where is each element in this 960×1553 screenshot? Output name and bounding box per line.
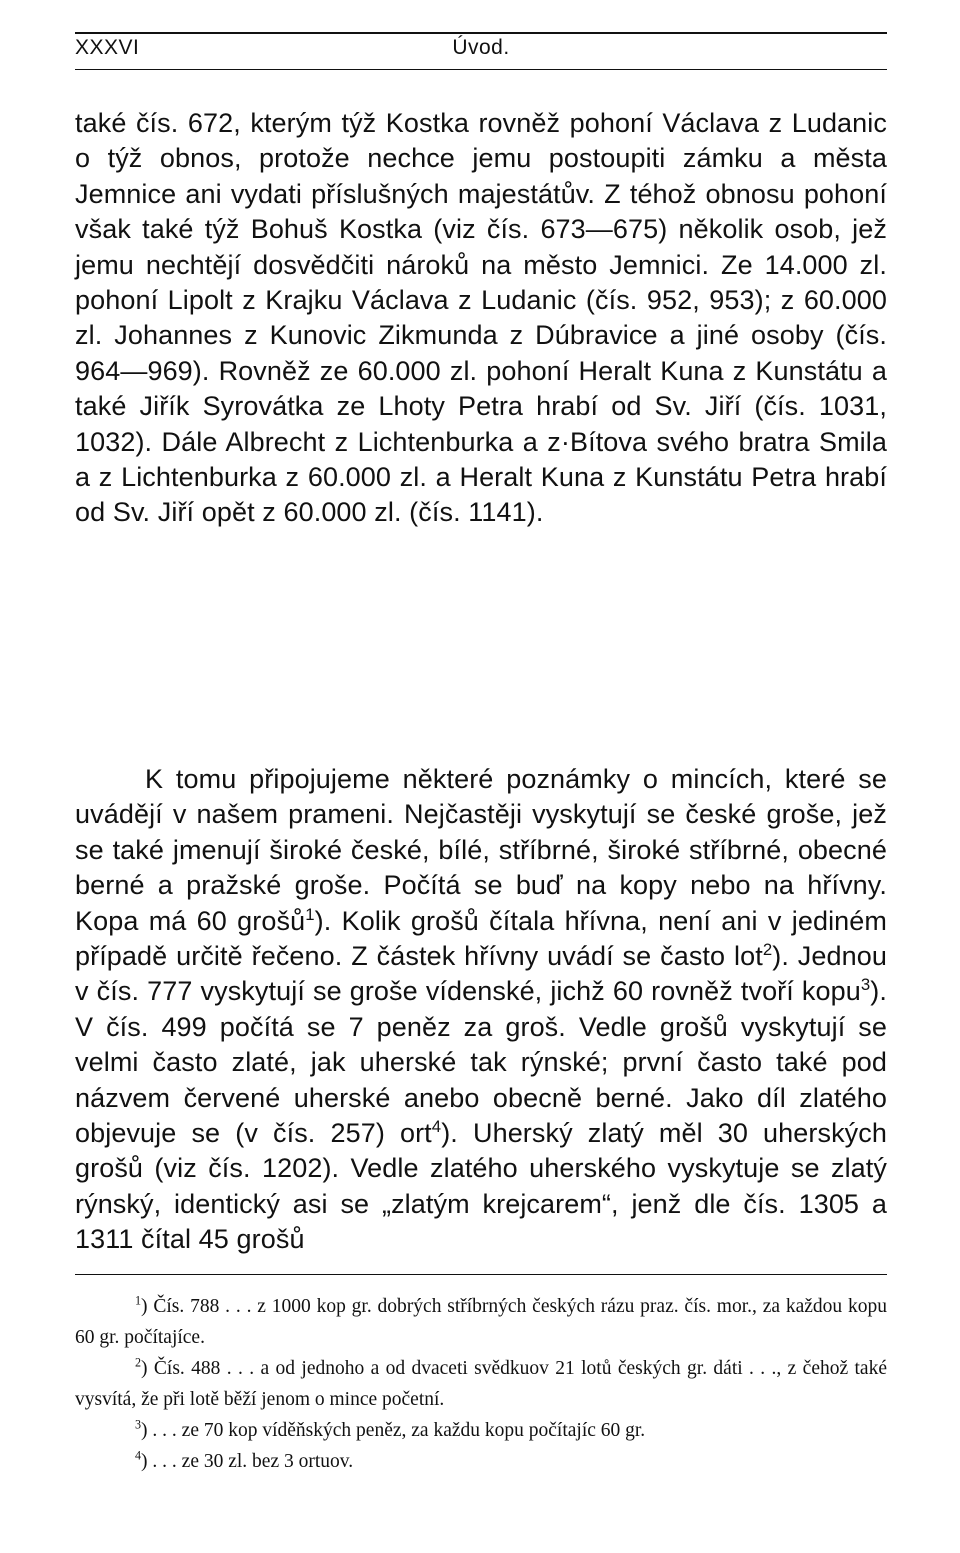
footnote-text: ) Čís. 788 . . . z 1000 kop gr. dobrých stříbrných českých rázu praz. čís. mor., za každou kopu 60 gr. počítajíce. [75, 1296, 887, 1348]
book-page [75, 0, 887, 1553]
footnote-mark: 1 [135, 1293, 142, 1308]
footnote-text: ) . . . ze 70 kop víděňských peněz, za každu kopu počítajíc 60 gr. [141, 1420, 646, 1441]
footnote-1 [75, 1291, 887, 1353]
text-run: ). V čís. 499 počítá se 7 peněz za groš. Vedle grošů vyskytují se velmi často zlaté, jak uherské tak rýnské; první často také pod názvem červené uherské anebo obecně berné. Jako díl zlatého objevuje se (v čís. 257) ort [75, 976, 887, 1149]
footnote-text: ) Čís. 488 . . . a od jednoho a od dvaceti svědkuov 21 lotů českých gr. dáti . . ., z čehož také vysvítá, že při lotě běží jenom o mince početní. [75, 1358, 887, 1410]
footnote-2 [75, 1353, 887, 1415]
page-number: XXXVI [75, 36, 140, 59]
running-head [75, 36, 887, 64]
footnote-3 [75, 1415, 887, 1446]
header-rule [75, 69, 887, 70]
body-paragraph-continued [75, 106, 887, 531]
text-run: ). Uherský zlatý měl 30 uherských grošů (viz čís. 1202). Vedle zlatého uherského vyskytuje se zlatý rýnský, identický asi se „zlatým krejcarem“, jenž dle čís. 1305 a 1311 čítal 45 grošů [75, 1118, 887, 1255]
footnote-mark: 4 [135, 1448, 142, 1463]
top-rule [75, 32, 887, 34]
section-title: Úvod. [452, 36, 510, 59]
text-run: K tomu připojujeme některé poznámky o mincích, které se uvádějí v našem prameni. Nejčastěji vyskytují se české groše, jež se také jmenují široké české, bílé, stříbrné, široké stříbrné, obecné berné a pražské groše. Počítá se buď na kopy nebo na hřívny. Kopa má 60 grošů [75, 764, 887, 936]
footnote-ref: 3 [860, 975, 871, 995]
footnotes [75, 1291, 887, 1477]
text-run: ). Jednou v čís. 777 vyskytují se groše vídenské, jichž 60 rovněž tvoří kopu [75, 941, 887, 1007]
footnote-ref: 4 [431, 1117, 442, 1137]
footnote-rule [75, 1274, 887, 1275]
body-paragraph-coins [75, 762, 887, 1258]
footnote-ref: 1 [305, 904, 315, 924]
footnote-text: ) . . . ze 30 zl. bez 3 ortuov. [141, 1451, 354, 1472]
paragraph-text [75, 762, 887, 1258]
footnote-ref: 2 [762, 940, 773, 960]
text-run: ). Kolik grošů čítala hřívna, není ani v jediném případě určitě řečeno. Z částek hřívny uvádí se často lot [75, 905, 887, 972]
footnote-mark: 3 [135, 1417, 142, 1432]
paragraph-text: také čís. 672, kterým týž Kostka rovněž pohoní Václava z Ludanic o týž obnos, protože nechce jemu postoupiti zámku a města Jemnice ani vydati příslušných majestátův. Z téhož obnosu pohoní však také týž Bohuš Kostka (viz čís. 673—675) několik osob, jež jemu nechtějí dosvědčiti nároků na město Jemnici. Ze 14.000 zl. pohoní Lipolt z Krajku Václava z Ludanic (čís. 952, 953); z 60.000 zl. Johannes z Kunovic Zikmunda z Dúbravice a jiné osoby (čís. 964—969). Rovněž ze 60.000 zl. pohoní Heralt Kuna z Kunstátu a také Jiřík Syrovátka ze Lhoty Petra hrabí od Sv. Jiří (čís. 1031, 1032). Dále Albrecht z Lichtenburka a z·Bítova svého bratra Smila a z Lichtenburka z 60.000 zl. a Heralt Kuna z Kunstátu Petra hrabí od Sv. Jiří opět z 60.000 zl. (čís. 1141). [75, 108, 887, 528]
footnote-mark: 2 [135, 1355, 142, 1370]
footnote-4 [75, 1446, 887, 1477]
